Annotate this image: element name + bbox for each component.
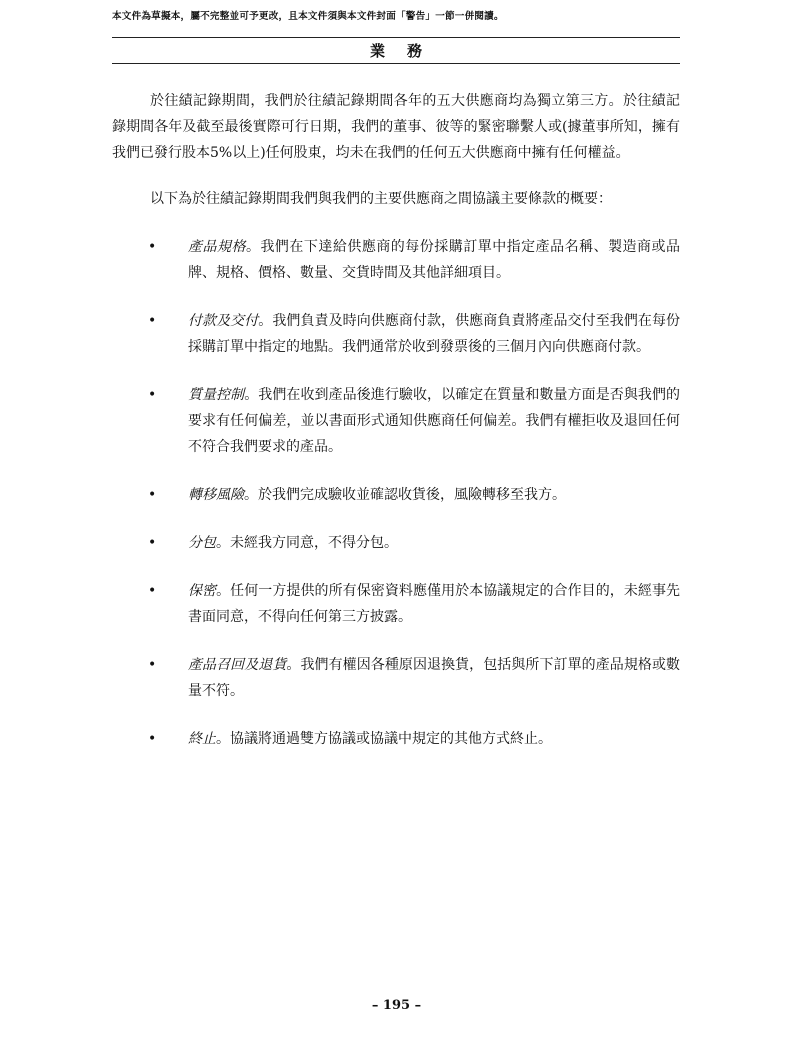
bullet-icon: • [148,313,157,329]
list-item [112,652,680,704]
term-heading: 轉移風險 [188,487,244,503]
bullet-icon: • [148,583,157,599]
term-heading: 付款及交付 [188,313,259,329]
term-heading: 保密 [188,583,217,599]
list-item [112,726,680,752]
agreement-terms-list [112,234,680,752]
term-heading: 分包 [188,535,216,551]
list-item [112,308,680,360]
term-heading: 產品召回及退貨 [188,657,287,673]
term-heading: 產品規格 [188,239,246,255]
term-text: 。協議將通過雙方協議或協議中規定的其他方式終止。 [216,731,552,747]
list-item [112,482,680,508]
document-body [112,88,680,774]
bullet-icon: • [148,657,157,673]
bullet-icon: • [148,487,157,503]
term-text: 。我們在收到產品後進行驗收，以確定在質量和數量方面是否與我們的要求有任何偏差，並以書面形式通知供應商任何偏差。我們有權拒收及退回任何不符合我們要求的產品。 [188,387,681,455]
paragraph-agreement-summary-intro: 以下為於往績記錄期間我們與我們的主要供應商之間協議主要條款的概要： [150,191,612,207]
list-item [112,530,680,556]
header-rule-bottom [112,63,680,64]
term-heading: 終止 [188,731,216,747]
bullet-icon: • [148,239,157,255]
list-item [112,382,680,460]
bullet-icon: • [148,731,157,747]
list-item [112,234,680,286]
section-title: 業務 [369,42,444,60]
list-item [112,578,680,630]
page-number: – 195 – [371,998,422,1013]
term-text: 。我們負責及時向供應商付款，供應商負責將產品交付至我們在每份採購訂單中指定的地點。我們通常於收到發票後的三個月內向供應商付款。 [188,313,681,355]
term-text: 。未經我方同意，不得分包。 [216,535,398,551]
term-text: 。我們有權因各種原因退換貨，包括與所下訂單的產品規格或數量不符。 [188,657,681,699]
header-rule-top [112,37,680,38]
draft-notice: 本文件為草擬本，屬不完整並可予更改，且本文件須與本文件封面「警告」一節一併閱讀。 [112,11,504,22]
bullet-icon: • [148,387,157,403]
term-text: 。於我們完成驗收並確認收貨後，風險轉移至我方。 [244,487,566,503]
bullet-icon: • [148,535,157,551]
paragraph-suppliers-independence: 於往績記錄期間，我們於往績記錄期間各年的五大供應商均為獨立第三方。於往績記錄期間各年及截至最後實際可行日期，我們的董事、彼等的緊密聯繫人或(據董事所知，擁有我們已發行股本5%以上)任何股東，均未在我們的任何五大供應商中擁有任何權益。 [112,93,680,161]
term-text: 。我們在下達給供應商的每份採購訂單中指定產品名稱、製造商或品牌、規格、價格、數量、交貨時間及其他詳細項目。 [188,239,681,281]
term-text: 。任何一方提供的所有保密資料應僅用於本協議規定的合作目的，未經事先書面同意，不得向任何第三方披露。 [188,583,681,625]
term-heading: 質量控制 [188,387,245,403]
